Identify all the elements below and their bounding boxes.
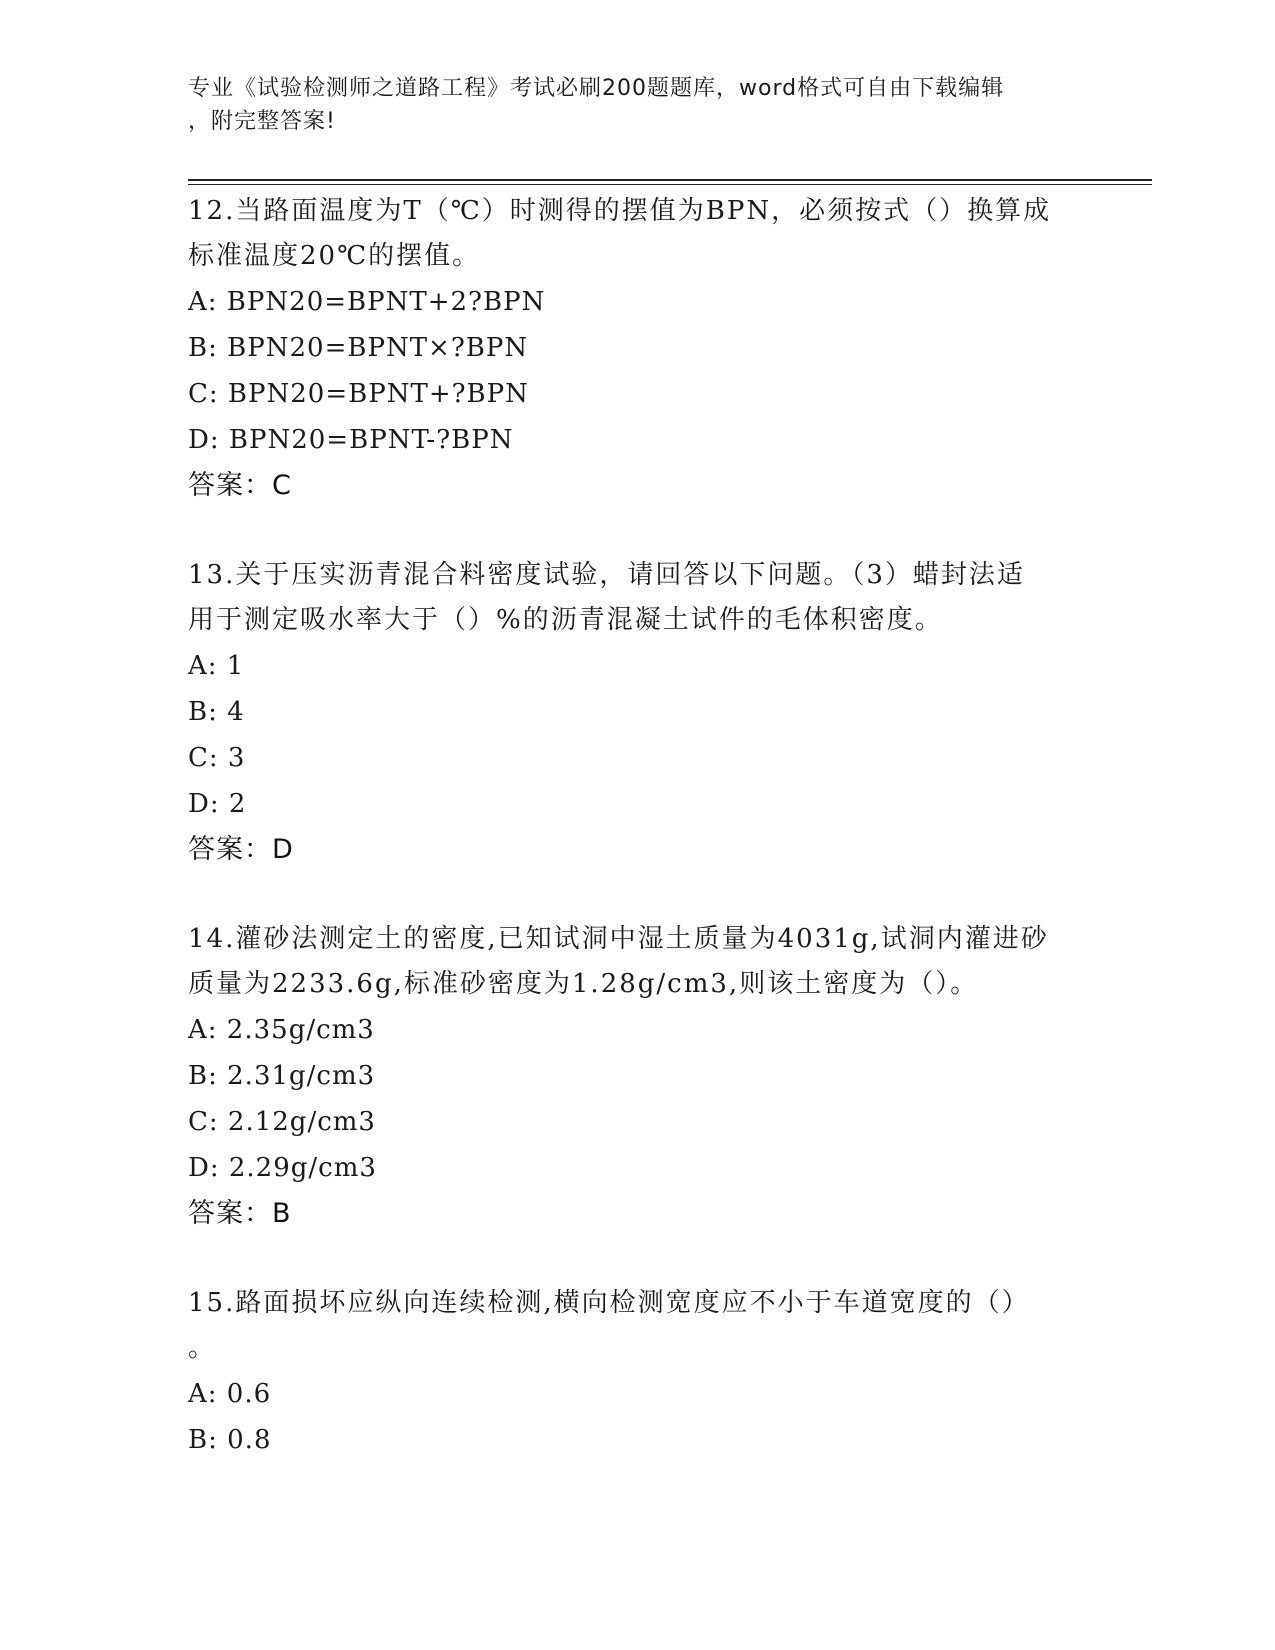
header-divider-thick [188,179,1152,181]
option-c: C: 3 [188,743,246,773]
option-a: A: 1 [188,651,245,681]
question-stem-line-2: 。 [188,1333,217,1363]
question-stem-line-1: 12.当路面温度为T（℃）时测得的摆值为BPN，必须按式（）换算成 [188,196,1052,226]
option-b: B: BPN20=BPNT×?BPN [188,333,529,363]
document-header [188,72,1068,138]
option-c: C: BPN20=BPNT+?BPN [188,379,529,409]
option-b: B: 2.31g/cm3 [188,1061,376,1091]
question-14 [188,917,1068,1237]
option-b: B: 4 [188,697,245,727]
answer: 答案：D [188,834,294,865]
question-stem-line-2: 标准温度20℃的摆值。 [188,241,481,271]
option-a: A: 0.6 [188,1379,272,1409]
option-c: C: 2.12g/cm3 [188,1107,376,1137]
option-d: D: 2.29g/cm3 [188,1153,377,1183]
answer: 答案：B [188,1198,292,1229]
question-12 [188,189,1068,509]
option-d: D: BPN20=BPNT-?BPN [188,425,514,455]
question-stem-line-2: 质量为2233.6g,标准砂密度为1.28g/cm3,则该土密度为（）。 [188,969,979,999]
question-stem-line-1: 14.灌砂法测定土的密度,已知试洞中湿土质量为4031g,试洞内灌进砂 [188,924,1049,954]
header-line-2: ，附完整答案! [188,109,336,134]
option-b: B: 0.8 [188,1425,272,1455]
question-13 [188,553,1068,873]
question-stem-line-1: 13.关于压实沥青混合料密度试验，请回答以下问题。（3）蜡封法适 [188,560,1025,590]
question-15 [188,1281,1068,1463]
question-stem-line-2: 用于测定吸水率大于（）%的沥青混凝土试件的毛体积密度。 [188,605,943,635]
option-d: D: 2 [188,789,247,819]
option-a: A: 2.35g/cm3 [188,1015,375,1045]
header-divider-thin [188,184,1152,185]
question-stem-line-1: 15.路面损坏应纵向连续检测,横向检测宽度应不小于车道宽度的（） [188,1288,1030,1318]
header-line-1: 专业《试验检测师之道路工程》考试必刷200题题库，word格式可自由下载编辑 [188,76,1005,101]
answer: 答案：C [188,470,292,501]
option-a: A: BPN20=BPNT+2?BPN [188,287,546,317]
